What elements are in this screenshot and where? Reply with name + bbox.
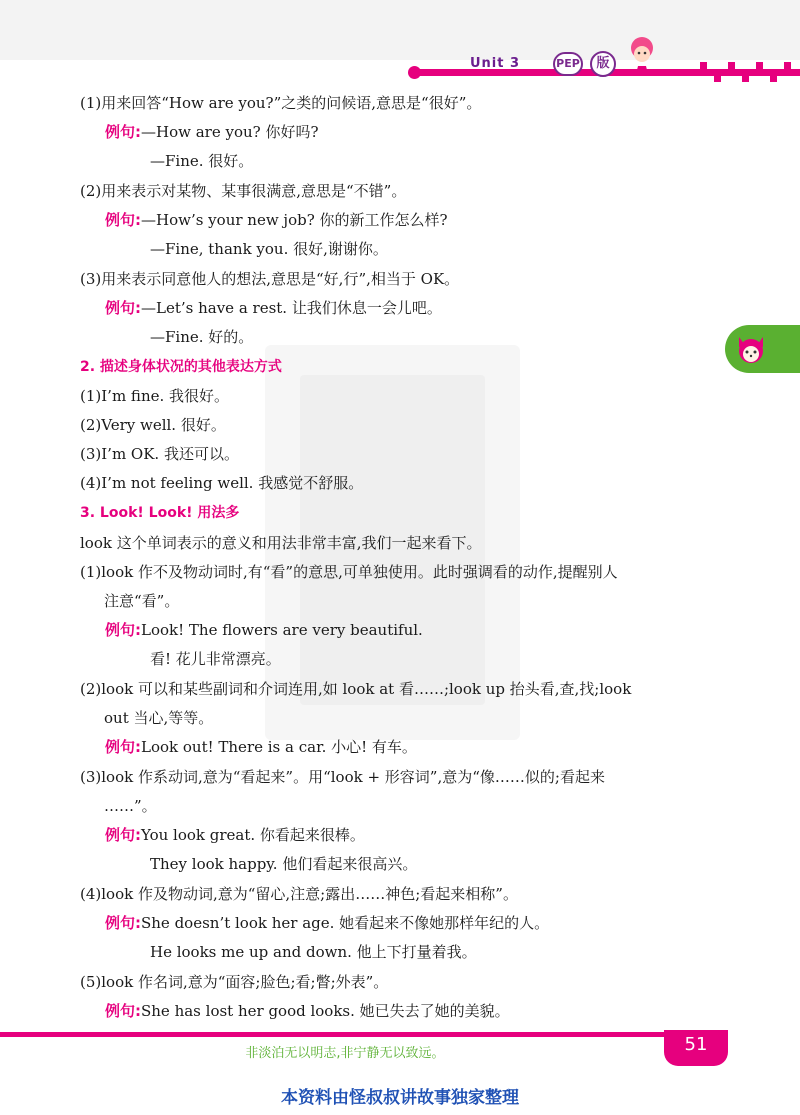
example-text: You look great. 你看起来很棒。: [141, 826, 365, 844]
text-line: —Fine. 很好。: [150, 152, 254, 170]
text-line: (1)look 作不及物动词时,有“看”的意思,可单独使用。此时强调看的动作,提醒别人: [80, 563, 618, 581]
example-label: 例句:: [105, 914, 141, 932]
example-text: She has lost her good looks. 她已失去了她的美貌。: [141, 1002, 510, 1020]
footer-accent-line: [0, 1032, 664, 1037]
text-line: (2)用来表示对某物、某事很满意,意思是“不错”。: [80, 182, 407, 200]
section-heading: 2. 描述身体状况的其他表达方式: [80, 359, 282, 375]
example-line: [105, 210, 448, 230]
text-line: out 当心,等等。: [104, 709, 214, 727]
text-line: 注意“看”。: [104, 592, 180, 610]
example-label: 例句:: [105, 621, 141, 639]
example-label: 例句:: [105, 1002, 141, 1020]
pep-badge: PEP: [553, 52, 583, 76]
header-background: [0, 0, 800, 60]
text-line: —Fine. 好的。: [150, 328, 254, 346]
header-accent-dot: [408, 66, 421, 79]
example-line: [105, 620, 423, 640]
example-text: Look out! There is a car. 小心! 有车。: [141, 738, 417, 756]
section-heading: 3. Look! Look! 用法多: [80, 505, 240, 521]
text-line: 看! 花儿非常漂亮。: [150, 650, 281, 668]
footer-quote: 非淡泊无以明志,非宁静无以致远。: [245, 1046, 445, 1061]
text-line: (3)look 作系动词,意为“看起来”。用“look + 形容词”,意为“像……似的;看起来: [80, 768, 605, 786]
example-text: She doesn’t look her age. 她看起来不像她那样年纪的人。: [141, 914, 550, 932]
text-line: ……”。: [104, 797, 157, 815]
unit-label: Unit 3: [470, 56, 521, 71]
text-line: look 这个单词表示的意义和用法非常丰富,我们一起来看下。: [80, 534, 482, 552]
credit-line: 本资料由怪叔叔讲故事独家整理: [281, 1088, 519, 1108]
example-line: [105, 737, 417, 757]
example-label: 例句:: [105, 826, 141, 844]
example-line: [105, 913, 549, 933]
text-line: (3)用来表示同意他人的想法,意思是“好,行”,相当于 OK。: [80, 270, 460, 288]
fox-mascot-icon: [733, 331, 769, 367]
example-label: 例句:: [105, 738, 141, 756]
text-line: (4)look 作及物动词,意为“留心,注意;露出……神色;看起来相称”。: [80, 885, 518, 903]
example-label: 例句:: [105, 211, 141, 229]
page-number-badge: [664, 1030, 728, 1066]
example-text: Look! The flowers are very beautiful.: [141, 621, 423, 639]
example-line: [105, 122, 319, 142]
text-line: (1)I’m fine. 我很好。: [80, 387, 230, 405]
example-label: 例句:: [105, 123, 141, 141]
mascot-girl-icon: [626, 34, 658, 74]
example-text: —Let’s have a rest. 让我们休息一会儿吧。: [141, 299, 442, 317]
page-number: 51: [684, 1034, 708, 1055]
edition-badge: 版: [590, 51, 616, 77]
text-line: (1)用来回答“How are you?”之类的问候语,意思是“很好”。: [80, 94, 482, 112]
text-line: (5)look 作名词,意为“面容;脸色;看;瞥;外表”。: [80, 973, 389, 991]
text-line: —Fine, thank you. 很好,谢谢你。: [150, 240, 388, 258]
text-line: He looks me up and down. 他上下打量着我。: [150, 943, 477, 961]
text-line: (4)I’m not feeling well. 我感觉不舒服。: [80, 474, 364, 492]
example-label: 例句:: [105, 299, 141, 317]
example-text: —How’s your new job? 你的新工作怎么样?: [141, 211, 448, 229]
page-header: [0, 0, 800, 90]
text-line: They look happy. 他们看起来很高兴。: [150, 855, 418, 873]
side-tab: [725, 325, 800, 373]
text-line: (2)look 可以和某些副词和介词连用,如 look at 看……;look up 抬头看,查,找;look: [80, 680, 632, 698]
example-line: [105, 1001, 510, 1021]
text-line: (2)Very well. 很好。: [80, 416, 226, 434]
example-line: [105, 298, 442, 318]
checker-pattern: [690, 60, 800, 82]
text-line: (3)I’m OK. 我还可以。: [80, 445, 239, 463]
example-line: [105, 825, 365, 845]
example-text: —How are you? 你好吗?: [141, 123, 319, 141]
